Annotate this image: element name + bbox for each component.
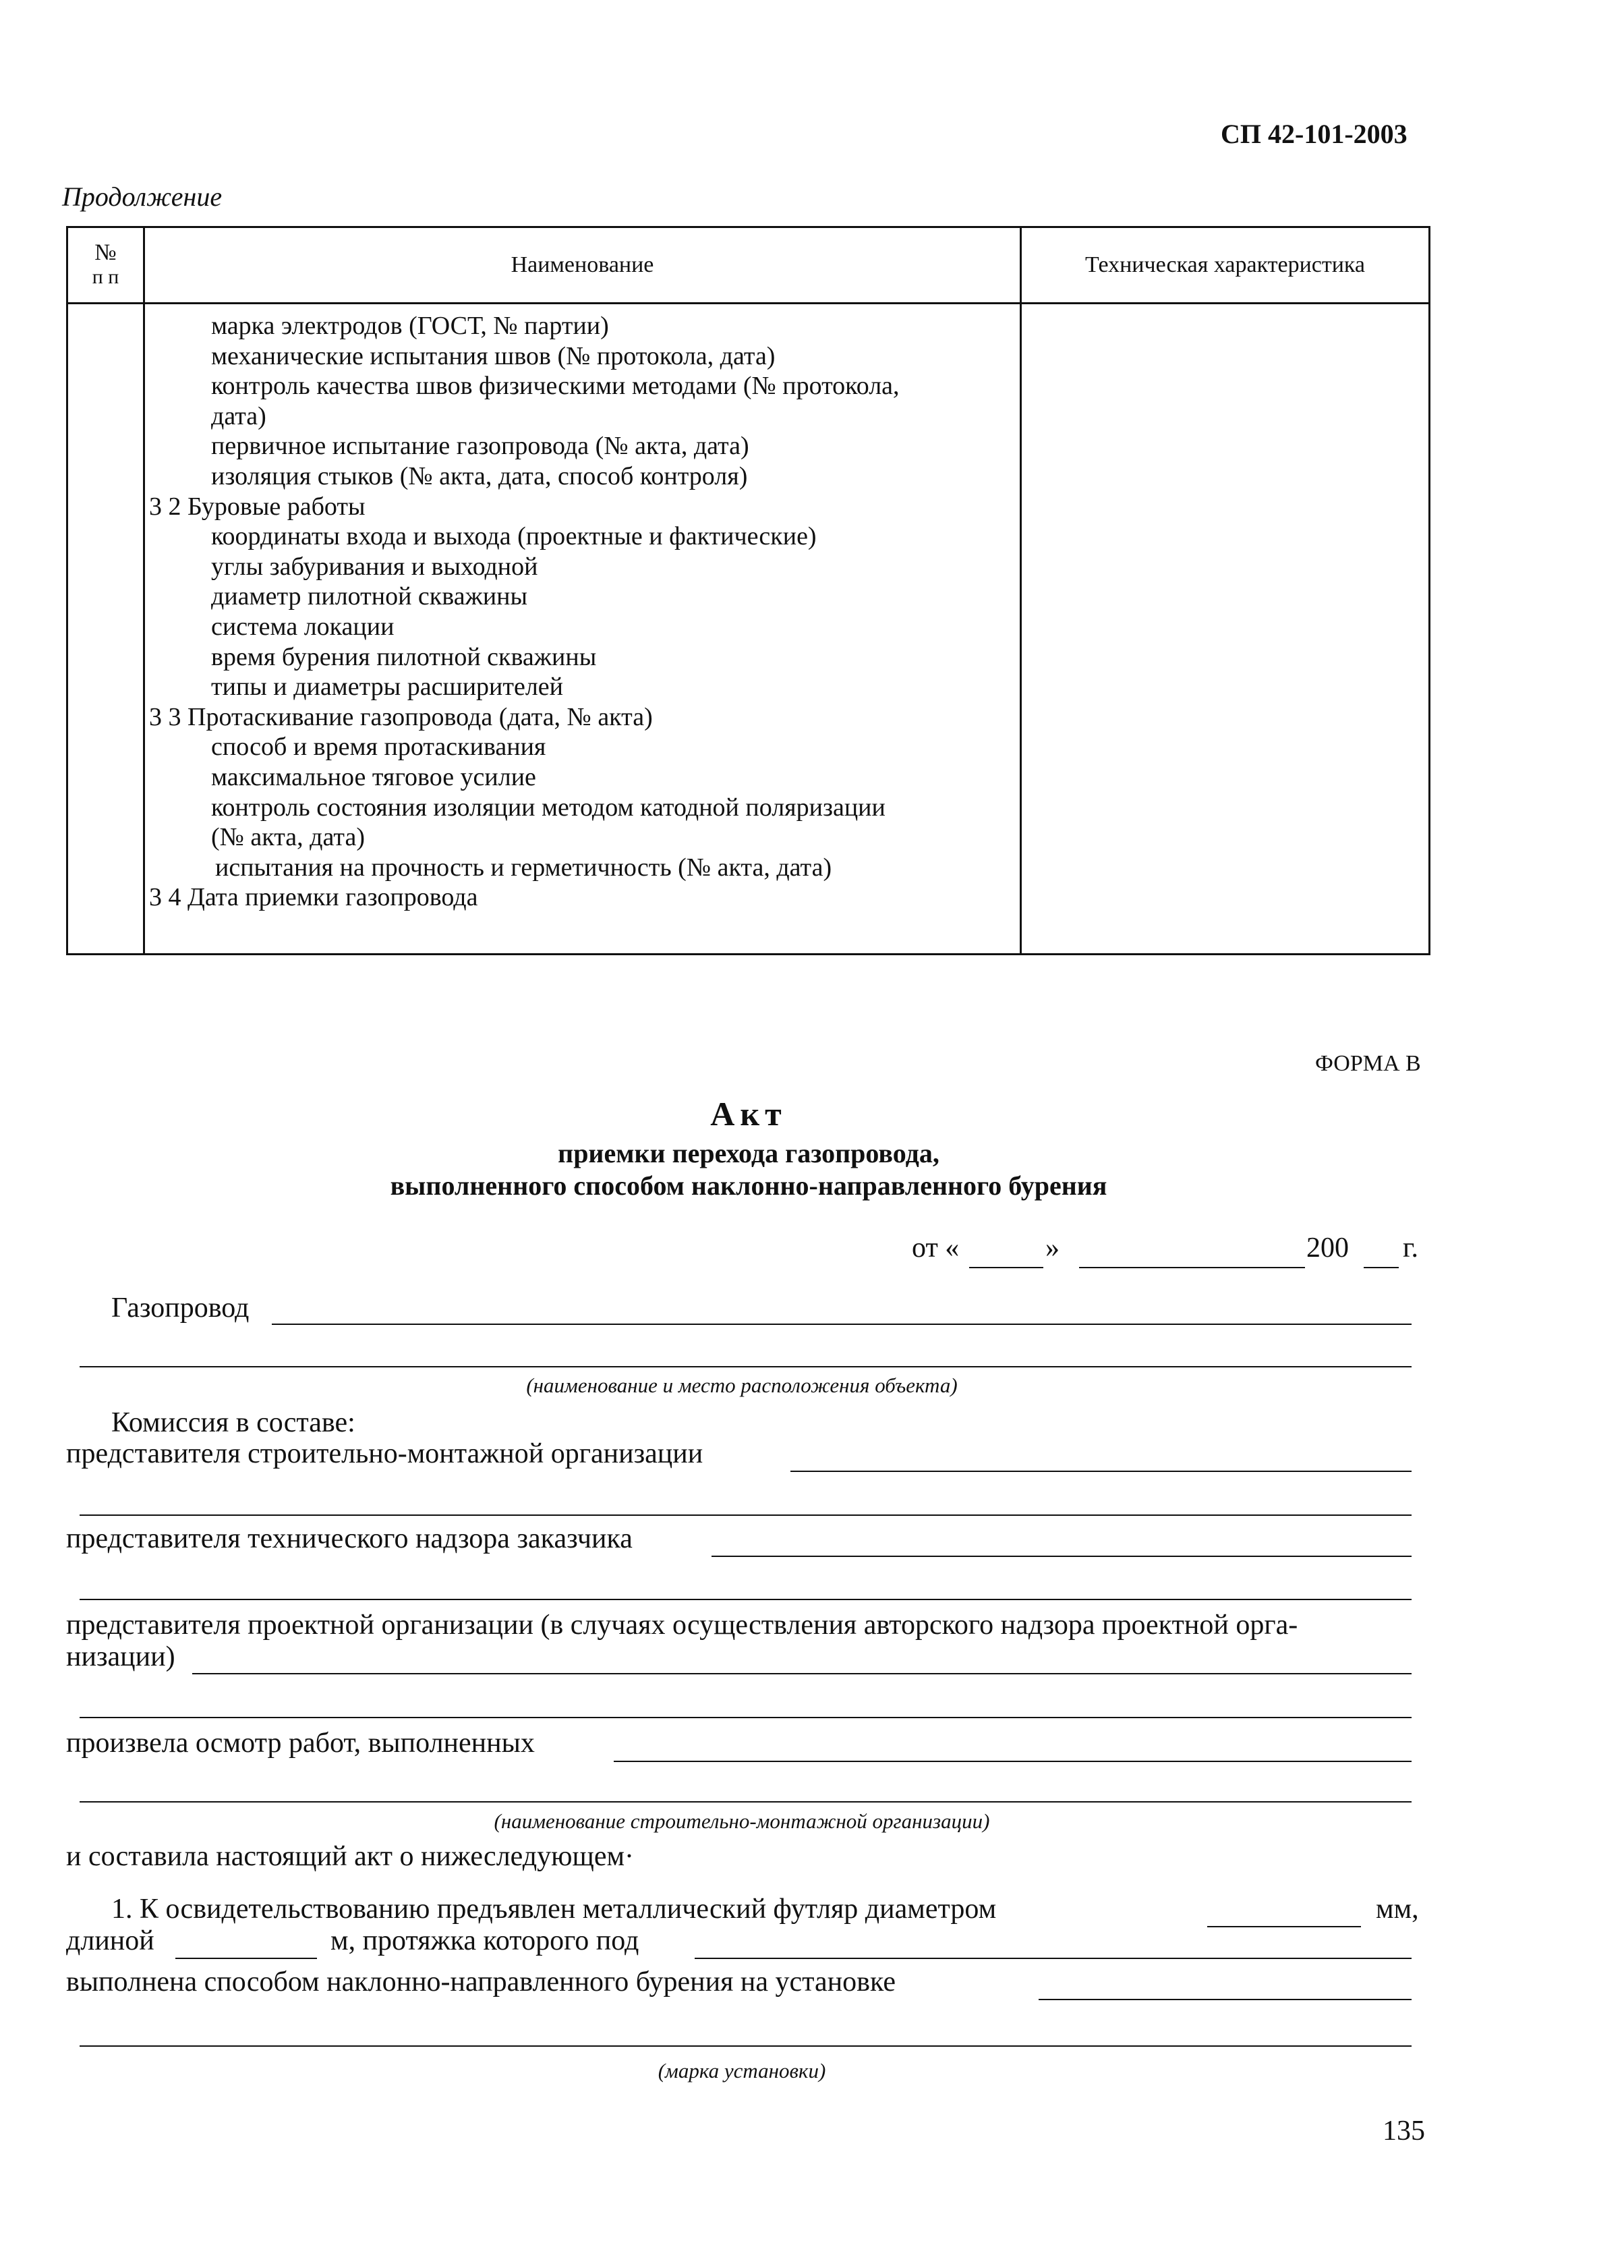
caption-organization: (наименование строительно-монтажной организации) [494,1809,990,1833]
header-number-line-2: п п [92,266,119,288]
date-prefix: от « [912,1232,960,1264]
act-subtitle-1: приемки перехода газопровода, [558,1138,939,1168]
rep-supervision-field[interactable] [712,1556,1412,1557]
caption-object: (наименование и место расположения объекта) [526,1373,958,1397]
date-year-prefix: 200 [1306,1232,1349,1264]
length-field[interactable] [175,1958,317,1959]
rig-field-2[interactable] [80,2045,1412,2047]
header-number-line-1: № [94,240,117,265]
date-year-field[interactable] [1364,1267,1399,1268]
list-item: контроль состояния изоляции методом катодной поляризации [211,793,886,822]
date-day-field[interactable] [969,1267,1043,1268]
act-subtitle-2: выполненного способом наклонно-направленного бурения [390,1170,1107,1201]
gas-pipeline-label: Газопровод [111,1293,250,1324]
date-suffix: г. [1403,1232,1418,1264]
list-item: система локации [211,612,395,641]
name-cell [144,304,1021,955]
list-item: диаметр пилотной скважины [211,582,528,611]
list-item: координаты входа и выхода (проектные и фактические) [211,522,817,551]
list-item: типы и диаметры расширителей [211,673,563,702]
p1-m-text: м, протяжка которого под [330,1925,639,1956]
rep-design-field[interactable] [192,1673,1412,1674]
header-number [67,227,144,304]
header-spec: Техническая характеристика [1021,227,1430,304]
inspected-field[interactable] [614,1761,1412,1762]
table-header-row [67,227,1430,304]
p1-mm: мм, [1376,1894,1419,1925]
rep-construction-field[interactable] [790,1471,1412,1472]
p1-length-label: длиной [66,1925,154,1956]
list-item: способ и время протаскивания [211,733,546,762]
rep-supervision-label: представителя технического надзора заказчика [66,1523,633,1554]
rep-design-label-1: представителя проектной организации (в случаях осуществления авторского надзора проектной орга- [66,1610,1298,1641]
date-month-field[interactable] [1079,1267,1305,1268]
list-item: углы забуривания и выходной [211,552,538,581]
list-item: дата) [211,401,266,430]
rig-field[interactable] [1039,1999,1412,2000]
list-item: марка электродов (ГОСТ, № партии) [211,312,609,340]
drew-up-text: и составила настоящий акт о нижеследующем· [66,1841,635,1872]
list-item: механические испытания швов (№ протокола, дата) [211,341,776,370]
list-item: время бурения пилотной скважины [211,642,597,671]
table-body-row [67,304,1430,955]
p1-text-a: 1. К освидетельствованию предъявлен металлический футляр диаметром [111,1894,997,1925]
date-mid: » [1045,1232,1060,1264]
list-item: испытания на прочность и герметичность (№ акта, дата) [215,853,832,882]
header-name: Наименование [144,227,1021,304]
number-cell [67,304,144,955]
rep-construction-label: представителя строительно-монтажной организации [66,1438,703,1469]
diameter-field[interactable] [1207,1926,1361,1927]
section-item: 3 2 Буровые работы [149,492,366,521]
rep-design-label-2: низации) [66,1641,175,1672]
caption-rig: (марка установки) [658,2059,826,2082]
section-item: 3 3 Протаскивание газопровода (дата, № акта) [149,702,653,731]
rep-design-field-2[interactable] [80,1717,1412,1718]
act-title: Акт [710,1095,787,1133]
document-code: СП 42-101-2003 [1221,119,1408,149]
spec-cell [1021,304,1430,955]
page-number: 135 [1383,2116,1425,2147]
spec-table [66,226,1430,955]
inspected-field-2[interactable] [80,1801,1412,1803]
list-item: первичное испытание газопровода (№ акта, дата) [211,432,749,461]
inspected-label: произвела осмотр работ, выполненных [66,1728,535,1759]
list-item: (№ акта, дата) [211,823,365,852]
p1-done-text: выполнена способом наклонно-направленного бурения на установке [66,1966,896,1997]
list-item: контроль качества швов физическими методами (№ протокола, [211,372,900,401]
continuation-label: Продолжение [62,181,223,212]
gas-pipeline-field[interactable] [272,1324,1412,1325]
under-field[interactable] [695,1958,1412,1959]
section-item: 3 4 Дата приемки газопровода [149,883,478,912]
list-item: максимальное тяговое усилие [211,762,536,791]
gas-pipeline-field-2[interactable] [80,1366,1412,1367]
commission-label: Комиссия в составе: [111,1407,355,1438]
rep-construction-field-2[interactable] [80,1514,1412,1516]
list-item: изоляция стыков (№ акта, дата, способ контроля) [211,461,748,490]
form-label: ФОРМА В [1315,1051,1421,1076]
rep-supervision-field-2[interactable] [80,1599,1412,1600]
